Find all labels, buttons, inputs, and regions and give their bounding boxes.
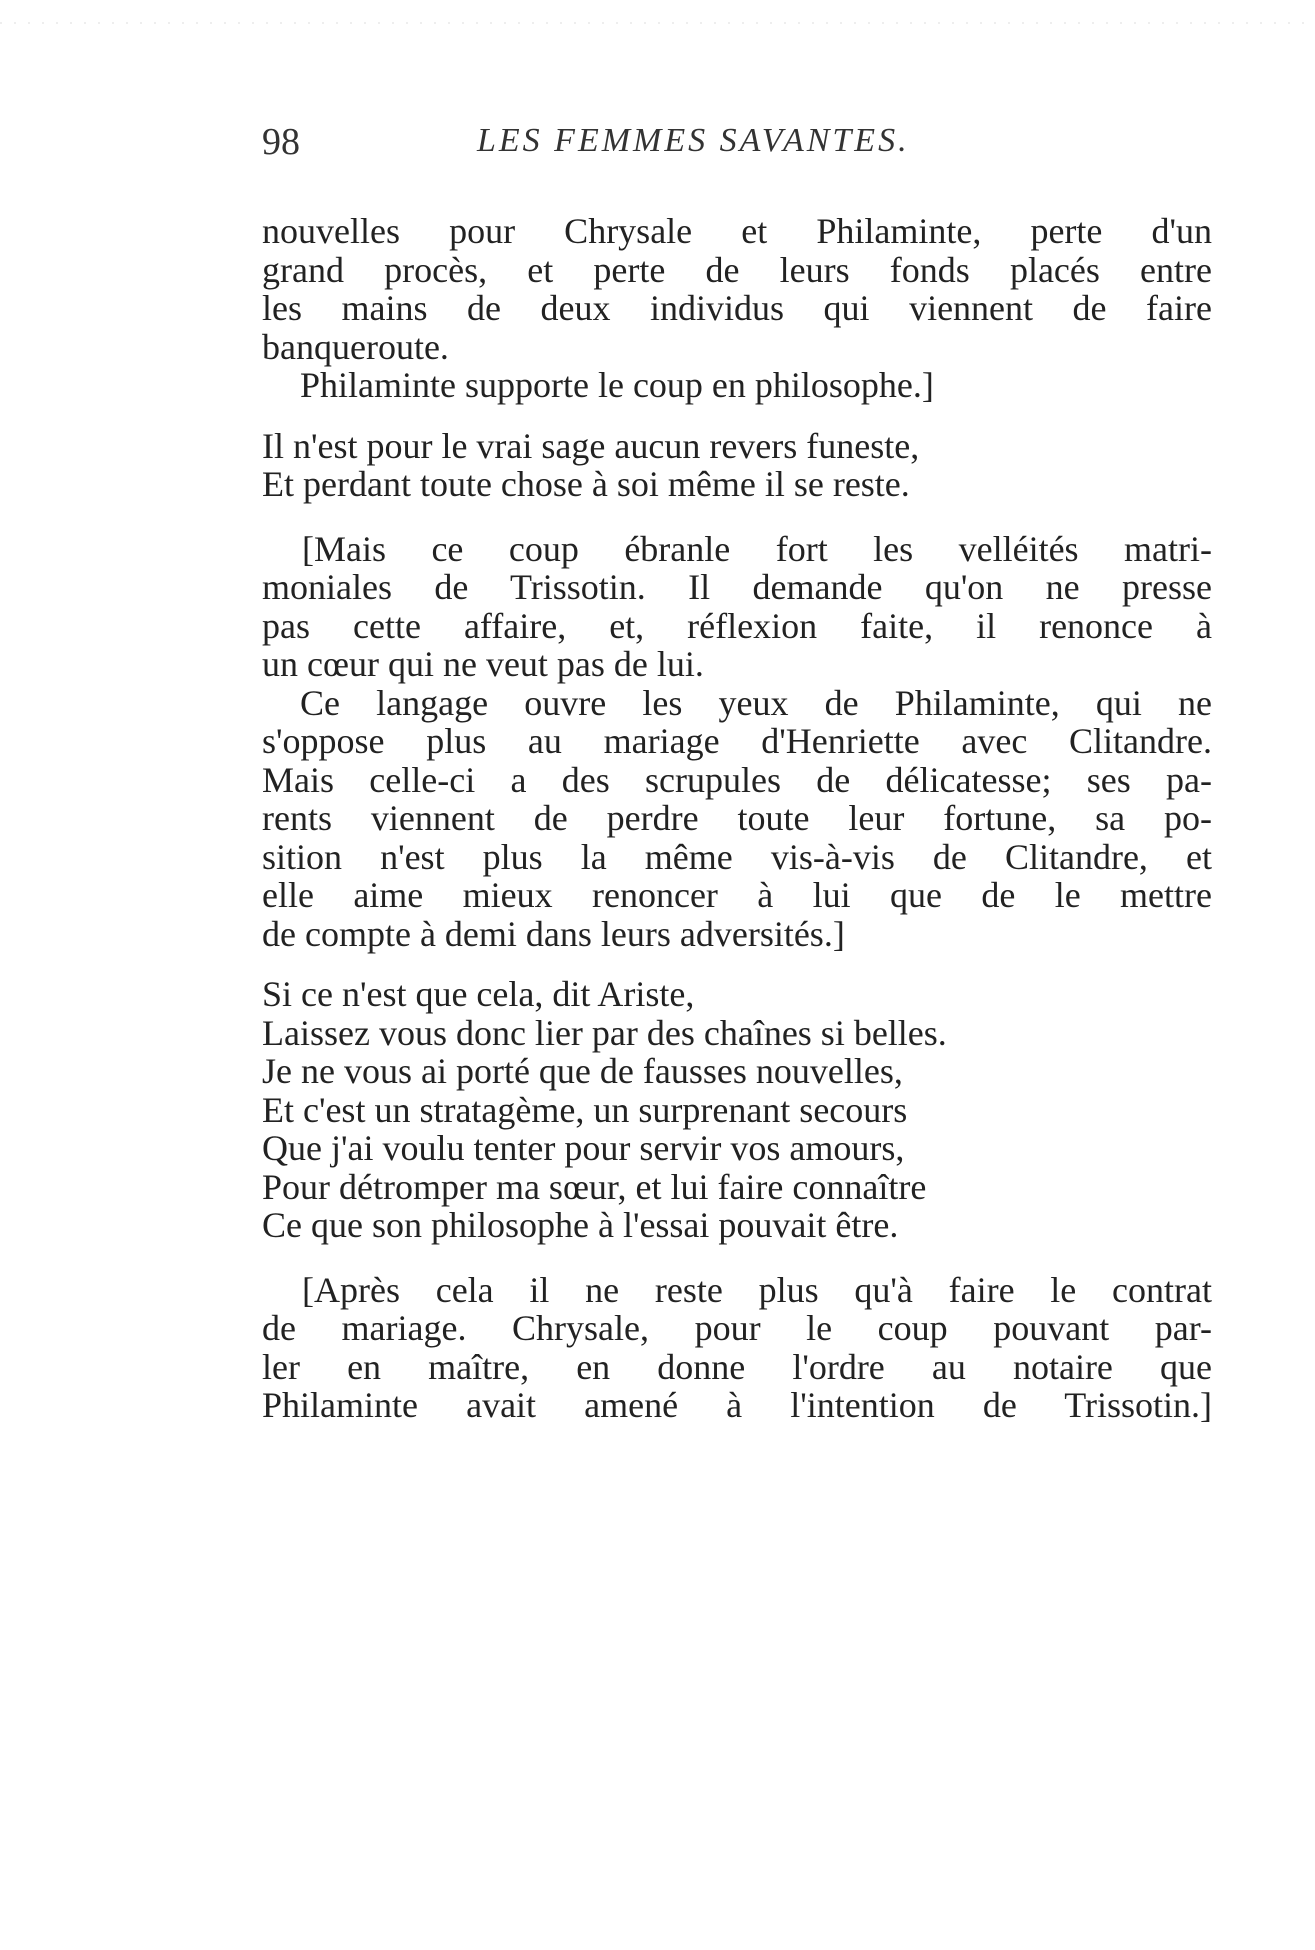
text-line: s'oppose plus au mariage d'Henriette avec Clitandre. [262, 721, 1212, 761]
page-number: 98 [262, 121, 300, 163]
text-line: de compte à demi dans leurs adversités.] [262, 913, 845, 954]
verse-line: Que j'ai voulu tenter pour servir vos amours, [262, 1128, 905, 1168]
text-line: Mais celle-ci a des scrupules de délicatesse; ses pa- [262, 759, 1212, 800]
text-line: grand procès, et perte de leurs fonds placés entre [262, 249, 1212, 290]
paragraph-1 [262, 212, 1212, 405]
text-line: pas cette affaire, et, réflexion faite, il renonce à [262, 605, 1212, 646]
text-line: sition n'est plus la même vis-à-vis de Clitandre, et [262, 836, 1212, 877]
verse-line: Et perdant toute chose à soi même il se reste. [262, 464, 910, 504]
verse-line: Et c'est un stratagème, un surprenant secours [262, 1089, 908, 1130]
top-edge-speckle [0, 22, 1315, 24]
paragraph-3 [262, 1271, 1212, 1425]
page-header [262, 120, 1212, 180]
verse-line: Il n'est pour le vrai sage aucun revers funeste, [262, 425, 920, 466]
text-line: banqueroute. [262, 326, 449, 367]
text-line: nouvelles pour Chrysale et Philaminte, perte d'un [262, 211, 1212, 251]
verse-1 [262, 427, 1212, 504]
text-line: [Mais ce coup ébranle fort les velléités matri- [302, 528, 1212, 569]
text-line: Philaminte supporte le coup en philosophe.] [300, 365, 934, 405]
verse-line: Je ne vous ai porté que de fausses nouvelles, [262, 1051, 903, 1091]
verse-2 [262, 975, 1212, 1245]
paragraph-2 [262, 530, 1212, 954]
text-line: de mariage. Chrysale, pour le coup pouvant par- [262, 1308, 1212, 1348]
verse-line: Pour détromper ma sœur, et lui faire connaître [262, 1166, 927, 1207]
text-line: rents viennent de perdre toute leur fortune, sa po- [262, 798, 1212, 838]
verse-line: Si ce n'est que cela, dit Ariste, [262, 974, 695, 1014]
verse-line: Laissez vous donc lier par des chaînes si belles. [262, 1012, 947, 1053]
running-title: LES FEMMES SAVANTES. [477, 122, 910, 159]
text-line: un cœur qui ne veut pas de lui. [262, 644, 704, 684]
text-line: elle aime mieux renoncer à lui que de le mettre [262, 875, 1212, 915]
verse-line: Ce que son philosophe à l'essai pouvait être. [262, 1205, 899, 1245]
text-line: moniales de Trissotin. Il demande qu'on ne presse [262, 567, 1212, 607]
text-line: Philaminte avait amené à l'intention de Trissotin.] [262, 1385, 1212, 1425]
text-line: les mains de deux individus qui viennent de faire [262, 288, 1212, 328]
text-line: ler en maître, en donne l'ordre au notaire que [262, 1346, 1212, 1387]
text-line: Ce langage ouvre les yeux de Philaminte, qui ne [300, 682, 1212, 723]
text-line: [Après cela il ne reste plus qu'à faire le contrat [302, 1269, 1212, 1310]
body-text [262, 212, 1212, 1425]
